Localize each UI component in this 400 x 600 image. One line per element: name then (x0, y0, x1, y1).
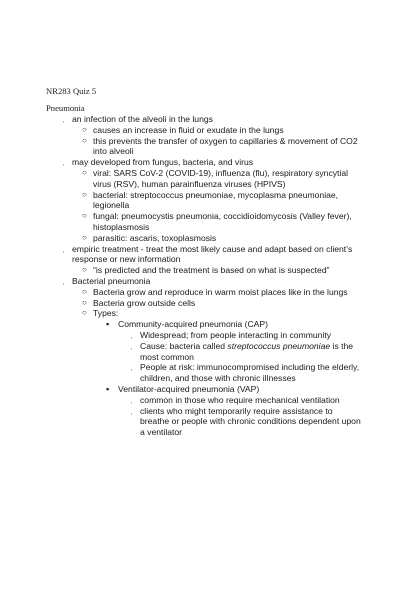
list-item-text: Types: (93, 308, 119, 319)
list-item (0, 244, 357, 266)
bullet-marker: ○ (82, 124, 87, 134)
bullet-marker: ˌ (62, 114, 65, 123)
list-item-text: may developed from fungus, bacteria, and virus (72, 157, 254, 168)
bullet-marker: ○ (82, 297, 87, 307)
notes-outline (0, 114, 400, 438)
list-item (0, 233, 359, 244)
bullet-marker: ○ (82, 232, 87, 242)
bullet-marker: ○ (82, 308, 87, 318)
list-item-text (140, 341, 353, 362)
bullet-marker: ○ (82, 189, 87, 199)
list-item-text: this prevents the transfer of oxygen to capillaries & movement of CO2 into alveoli (93, 135, 358, 157)
cause-prefix-text: Cause: bacteria called (140, 340, 228, 351)
list-item-text: empiric treatment - treat the most likely cause and adapt based on client’s response or new information (72, 243, 353, 265)
list-item (0, 341, 362, 363)
bullet-marker: ˌ (62, 275, 65, 285)
list-item-text: “is predicted and the treatment is based on what is suspected” (93, 265, 330, 276)
list-item (0, 136, 359, 158)
list-item-text: Bacterial pneumonia (72, 275, 151, 286)
bullet-marker: ˌ (62, 243, 65, 253)
bullet-marker: ▪ (106, 319, 110, 330)
list-item-text: fungal: pneumocystis pneumonia, coccidioidomycosis (Valley fever), histoplasmosis (93, 211, 352, 232)
list-item-text: clients who might temporarily require assistance to breathe or people with chronic conditions dependent upon a ventilator (140, 405, 361, 438)
cause-suffix-text: is the most common (140, 340, 354, 362)
list-item (0, 362, 362, 384)
bullet-marker: ˌ (130, 394, 133, 404)
list-item (0, 211, 359, 233)
list-item-text: viral: SARS CoV-2 (COVID-19), influenza (flu), respiratory syncytial virus (RSV), human parainfluenza viruses (HPIVS) (93, 167, 349, 189)
list-item (0, 265, 359, 276)
bullet-marker: ○ (82, 135, 87, 145)
list-item-text: parasitic: ascaris, toxoplasmosis (93, 232, 217, 243)
list-item (0, 406, 362, 438)
document-title: NR283 Quiz 5 (46, 86, 97, 96)
list-item-text: Ventilator-acquired pneumonia (VAP) (118, 383, 260, 394)
bullet-marker: ○ (82, 167, 87, 177)
list-item (0, 190, 359, 212)
list-item (0, 276, 357, 287)
list-item (0, 319, 360, 330)
list-item (0, 125, 359, 136)
list-item-text: People at risk: immunocompromised including the elderly, children, and those with chronic illnesses (140, 362, 360, 384)
list-item-text: Bacteria grow outside cells (93, 297, 196, 308)
list-item (0, 384, 360, 395)
list-item-text: Widespread; from people interacting in community (140, 329, 332, 340)
bullet-marker: ▪ (106, 383, 110, 394)
list-item (0, 157, 357, 168)
list-item (0, 287, 359, 298)
list-item-text: an infection of the alveoli in the lungs (72, 114, 213, 124)
bullet-marker: ˌ (130, 362, 133, 372)
list-item-text: Community-acquired pneumonia (CAP) (118, 319, 268, 330)
list-item (0, 114, 357, 125)
list-item-text: common in those who require mechanical ventilation (140, 394, 340, 405)
bullet-marker: ˌ (62, 157, 65, 167)
bullet-marker: ˌ (130, 340, 133, 350)
bullet-marker: ○ (82, 286, 87, 296)
bullet-marker: ○ (82, 265, 87, 275)
pathogen-name-italic: streptococcus pneumoniae (227, 340, 331, 351)
list-item-text: causes an increase in fluid or exudate in the lungs (93, 124, 284, 135)
list-item-text: bacterial: streptococcus pneumoniae, mycoplasma pneumoniae, legionella (93, 189, 339, 211)
list-item (0, 395, 362, 406)
bullet-marker: ○ (82, 211, 87, 221)
list-item (0, 168, 359, 190)
list-item (0, 330, 362, 341)
list-item (0, 298, 359, 309)
bullet-marker: ˌ (130, 405, 133, 415)
section-heading: Pneumonia (46, 103, 85, 113)
list-item-text: Bacteria grow and reproduce in warm moist places like in the lungs (93, 286, 348, 297)
list-item (0, 308, 359, 319)
bullet-marker: ˌ (130, 329, 133, 339)
